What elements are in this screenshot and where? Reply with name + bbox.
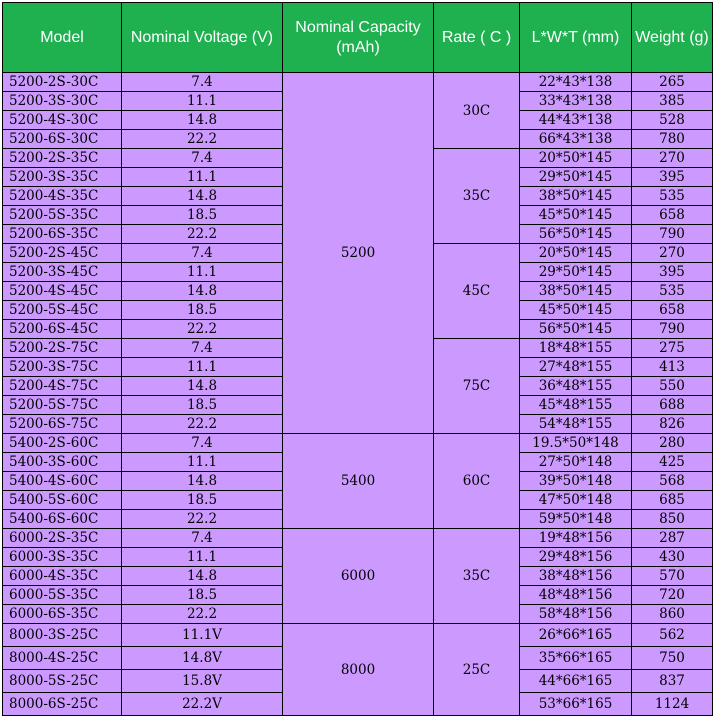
capacity-cell: 6000 bbox=[283, 529, 434, 624]
model-cell: 5400-3S-60C bbox=[3, 453, 122, 472]
model-cell: 8000-3S-25C bbox=[3, 624, 122, 647]
table-row bbox=[3, 529, 713, 548]
dimensions-cell: 58*48*156 bbox=[520, 605, 632, 624]
weight-cell: 658 bbox=[632, 206, 713, 225]
weight-cell: 568 bbox=[632, 472, 713, 491]
dimensions-cell: 27*50*148 bbox=[520, 453, 632, 472]
dimensions-cell: 45*50*145 bbox=[520, 301, 632, 320]
voltage-cell: 22.2 bbox=[122, 225, 283, 244]
model-cell: 5400-4S-60C bbox=[3, 472, 122, 491]
voltage-cell: 7.4 bbox=[122, 73, 283, 92]
dimensions-cell: 56*50*145 bbox=[520, 225, 632, 244]
voltage-cell: 22.2 bbox=[122, 415, 283, 434]
weight-cell: 280 bbox=[632, 434, 713, 453]
model-cell: 5200-6S-30C bbox=[3, 130, 122, 149]
model-cell: 5200-3S-75C bbox=[3, 358, 122, 377]
dimensions-cell: 33*43*138 bbox=[520, 92, 632, 111]
model-cell: 5200-6S-35C bbox=[3, 225, 122, 244]
voltage-cell: 7.4 bbox=[122, 434, 283, 453]
header-model: Model bbox=[3, 3, 122, 73]
voltage-cell: 11.1 bbox=[122, 263, 283, 282]
dimensions-cell: 39*50*148 bbox=[520, 472, 632, 491]
voltage-cell: 22.2V bbox=[122, 693, 283, 716]
dimensions-cell: 19*48*156 bbox=[520, 529, 632, 548]
weight-cell: 837 bbox=[632, 670, 713, 693]
header-nominal-capacity: Nominal Capacity (mAh) bbox=[283, 3, 434, 73]
dimensions-cell: 35*66*165 bbox=[520, 647, 632, 670]
header-nominal-voltage: Nominal Voltage (V) bbox=[122, 3, 283, 73]
weight-cell: 570 bbox=[632, 567, 713, 586]
dimensions-cell: 66*43*138 bbox=[520, 130, 632, 149]
model-cell: 5200-3S-35C bbox=[3, 168, 122, 187]
voltage-cell: 14.8 bbox=[122, 187, 283, 206]
dimensions-cell: 38*48*156 bbox=[520, 567, 632, 586]
model-cell: 5200-4S-45C bbox=[3, 282, 122, 301]
voltage-cell: 14.8 bbox=[122, 377, 283, 396]
voltage-cell: 14.8 bbox=[122, 472, 283, 491]
voltage-cell: 14.8 bbox=[122, 567, 283, 586]
dimensions-cell: 44*66*165 bbox=[520, 670, 632, 693]
header-row bbox=[3, 3, 713, 73]
voltage-cell: 22.2 bbox=[122, 510, 283, 529]
weight-cell: 562 bbox=[632, 624, 713, 647]
dimensions-cell: 47*50*148 bbox=[520, 491, 632, 510]
dimensions-cell: 54*48*155 bbox=[520, 415, 632, 434]
voltage-cell: 11.1 bbox=[122, 92, 283, 111]
rate-cell: 25C bbox=[434, 624, 520, 716]
weight-cell: 413 bbox=[632, 358, 713, 377]
capacity-cell: 5200 bbox=[283, 73, 434, 434]
voltage-cell: 18.5 bbox=[122, 301, 283, 320]
voltage-cell: 11.1 bbox=[122, 548, 283, 567]
model-cell: 5200-6S-75C bbox=[3, 415, 122, 434]
model-cell: 6000-6S-35C bbox=[3, 605, 122, 624]
weight-cell: 535 bbox=[632, 282, 713, 301]
header-dimensions: L*W*T (mm) bbox=[520, 3, 632, 73]
dimensions-cell: 45*48*155 bbox=[520, 396, 632, 415]
model-cell: 5200-5S-75C bbox=[3, 396, 122, 415]
model-cell: 5200-5S-35C bbox=[3, 206, 122, 225]
model-cell: 6000-2S-35C bbox=[3, 529, 122, 548]
weight-cell: 790 bbox=[632, 225, 713, 244]
model-cell: 5200-5S-45C bbox=[3, 301, 122, 320]
dimensions-cell: 26*66*165 bbox=[520, 624, 632, 647]
weight-cell: 1124 bbox=[632, 693, 713, 716]
weight-cell: 750 bbox=[632, 647, 713, 670]
voltage-cell: 18.5 bbox=[122, 586, 283, 605]
dimensions-cell: 48*48*156 bbox=[520, 586, 632, 605]
header-weight: Weight (g) bbox=[632, 3, 713, 73]
model-cell: 5200-4S-35C bbox=[3, 187, 122, 206]
dimensions-cell: 53*66*165 bbox=[520, 693, 632, 716]
model-cell: 5400-6S-60C bbox=[3, 510, 122, 529]
voltage-cell: 11.1V bbox=[122, 624, 283, 647]
model-cell: 5200-6S-45C bbox=[3, 320, 122, 339]
model-cell: 6000-3S-35C bbox=[3, 548, 122, 567]
voltage-cell: 14.8 bbox=[122, 282, 283, 301]
model-cell: 5200-2S-35C bbox=[3, 149, 122, 168]
weight-cell: 550 bbox=[632, 377, 713, 396]
voltage-cell: 7.4 bbox=[122, 339, 283, 358]
dimensions-cell: 29*50*145 bbox=[520, 168, 632, 187]
voltage-cell: 18.5 bbox=[122, 396, 283, 415]
weight-cell: 528 bbox=[632, 111, 713, 130]
model-cell: 8000-4S-25C bbox=[3, 647, 122, 670]
capacity-cell: 5400 bbox=[283, 434, 434, 529]
voltage-cell: 11.1 bbox=[122, 453, 283, 472]
dimensions-cell: 29*48*156 bbox=[520, 548, 632, 567]
voltage-cell: 7.4 bbox=[122, 149, 283, 168]
model-cell: 5200-3S-45C bbox=[3, 263, 122, 282]
battery-spec-table bbox=[2, 2, 713, 716]
voltage-cell: 18.5 bbox=[122, 206, 283, 225]
model-cell: 5200-3S-30C bbox=[3, 92, 122, 111]
weight-cell: 790 bbox=[632, 320, 713, 339]
voltage-cell: 14.8V bbox=[122, 647, 283, 670]
model-cell: 5200-2S-45C bbox=[3, 244, 122, 263]
table-row bbox=[3, 73, 713, 92]
weight-cell: 860 bbox=[632, 605, 713, 624]
voltage-cell: 22.2 bbox=[122, 320, 283, 339]
capacity-cell: 8000 bbox=[283, 624, 434, 716]
voltage-cell: 18.5 bbox=[122, 491, 283, 510]
dimensions-cell: 38*50*145 bbox=[520, 187, 632, 206]
model-cell: 6000-4S-35C bbox=[3, 567, 122, 586]
weight-cell: 658 bbox=[632, 301, 713, 320]
voltage-cell: 7.4 bbox=[122, 529, 283, 548]
table-row bbox=[3, 434, 713, 453]
dimensions-cell: 56*50*145 bbox=[520, 320, 632, 339]
rate-cell: 35C bbox=[434, 529, 520, 624]
dimensions-cell: 27*48*155 bbox=[520, 358, 632, 377]
model-cell: 8000-5S-25C bbox=[3, 670, 122, 693]
model-cell: 5200-4S-30C bbox=[3, 111, 122, 130]
rate-cell: 75C bbox=[434, 339, 520, 434]
weight-cell: 780 bbox=[632, 130, 713, 149]
rate-cell: 60C bbox=[434, 434, 520, 529]
rate-cell: 35C bbox=[434, 149, 520, 244]
model-cell: 8000-6S-25C bbox=[3, 693, 122, 716]
dimensions-cell: 59*50*148 bbox=[520, 510, 632, 529]
weight-cell: 270 bbox=[632, 149, 713, 168]
weight-cell: 270 bbox=[632, 244, 713, 263]
dimensions-cell: 19.5*50*148 bbox=[520, 434, 632, 453]
model-cell: 5200-4S-75C bbox=[3, 377, 122, 396]
dimensions-cell: 20*50*145 bbox=[520, 244, 632, 263]
header-rate: Rate ( C ) bbox=[434, 3, 520, 73]
model-cell: 5400-5S-60C bbox=[3, 491, 122, 510]
dimensions-cell: 45*50*145 bbox=[520, 206, 632, 225]
weight-cell: 275 bbox=[632, 339, 713, 358]
voltage-cell: 14.8 bbox=[122, 111, 283, 130]
rate-cell: 45C bbox=[434, 244, 520, 339]
weight-cell: 265 bbox=[632, 73, 713, 92]
weight-cell: 287 bbox=[632, 529, 713, 548]
rate-cell: 30C bbox=[434, 73, 520, 149]
table-body bbox=[3, 73, 713, 716]
dimensions-cell: 18*48*155 bbox=[520, 339, 632, 358]
voltage-cell: 11.1 bbox=[122, 168, 283, 187]
weight-cell: 535 bbox=[632, 187, 713, 206]
weight-cell: 688 bbox=[632, 396, 713, 415]
weight-cell: 425 bbox=[632, 453, 713, 472]
voltage-cell: 22.2 bbox=[122, 130, 283, 149]
dimensions-cell: 36*48*155 bbox=[520, 377, 632, 396]
weight-cell: 385 bbox=[632, 92, 713, 111]
table-row bbox=[3, 624, 713, 647]
dimensions-cell: 44*43*138 bbox=[520, 111, 632, 130]
voltage-cell: 22.2 bbox=[122, 605, 283, 624]
weight-cell: 430 bbox=[632, 548, 713, 567]
dimensions-cell: 20*50*145 bbox=[520, 149, 632, 168]
dimensions-cell: 38*50*145 bbox=[520, 282, 632, 301]
weight-cell: 395 bbox=[632, 263, 713, 282]
model-cell: 5400-2S-60C bbox=[3, 434, 122, 453]
weight-cell: 826 bbox=[632, 415, 713, 434]
voltage-cell: 11.1 bbox=[122, 358, 283, 377]
weight-cell: 720 bbox=[632, 586, 713, 605]
model-cell: 5200-2S-30C bbox=[3, 73, 122, 92]
model-cell: 5200-2S-75C bbox=[3, 339, 122, 358]
weight-cell: 850 bbox=[632, 510, 713, 529]
voltage-cell: 15.8V bbox=[122, 670, 283, 693]
model-cell: 6000-5S-35C bbox=[3, 586, 122, 605]
weight-cell: 685 bbox=[632, 491, 713, 510]
weight-cell: 395 bbox=[632, 168, 713, 187]
dimensions-cell: 22*43*138 bbox=[520, 73, 632, 92]
dimensions-cell: 29*50*145 bbox=[520, 263, 632, 282]
voltage-cell: 7.4 bbox=[122, 244, 283, 263]
